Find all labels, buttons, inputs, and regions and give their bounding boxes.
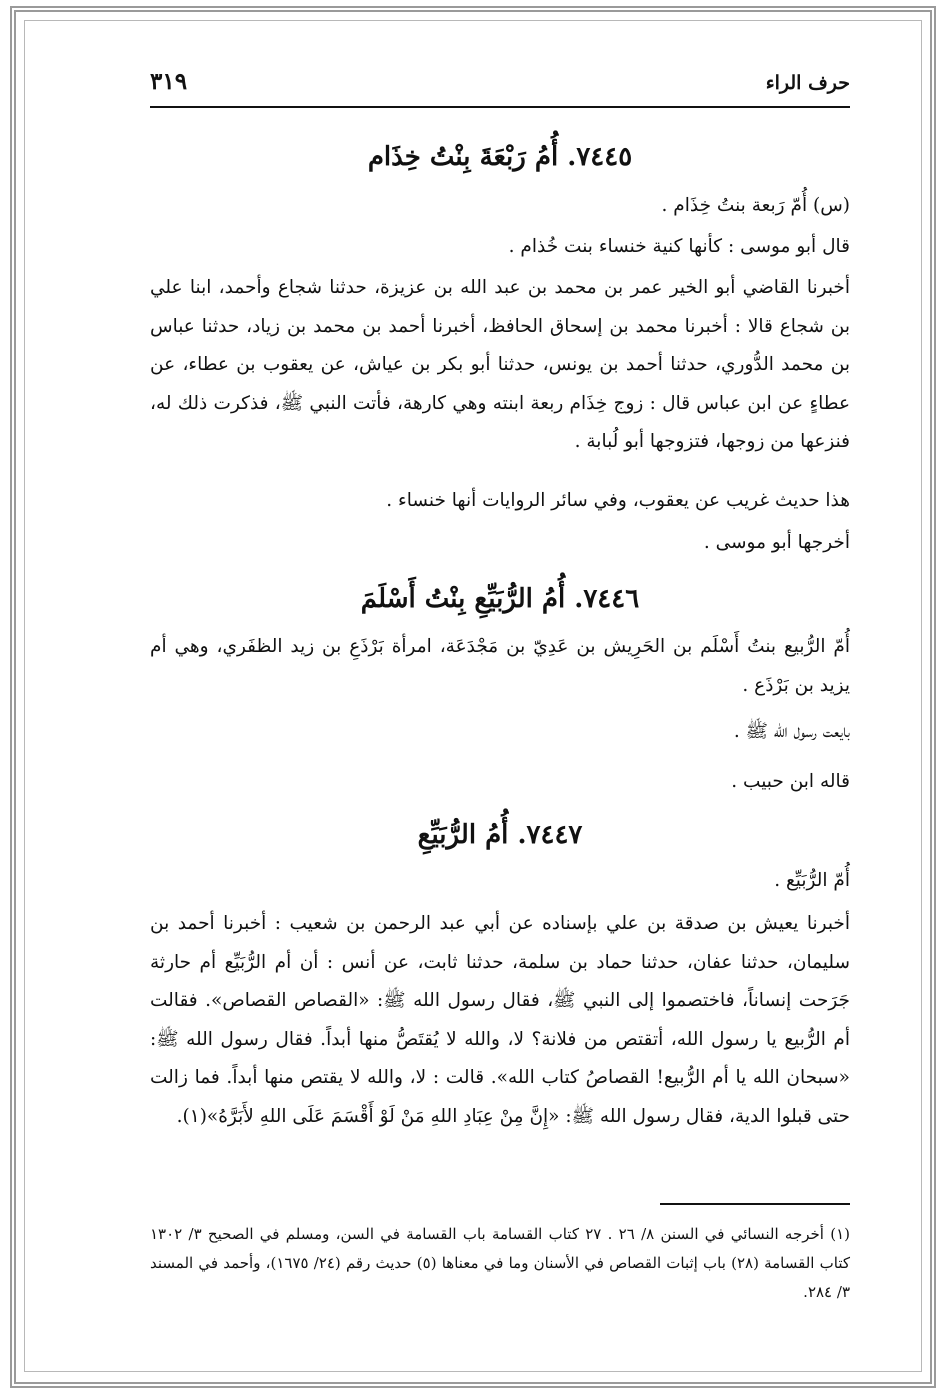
entry-line: أُمّ الرُّبَيِّع . (774, 870, 850, 891)
page-number: ٣١٩ (150, 68, 188, 95)
entry-line: قاله ابن حبيب . (731, 771, 850, 792)
entry-line: هذا حديث غريب عن يعقوب، وفي سائر الروايات أنها خنساء . (386, 490, 850, 511)
entry-line: (س) أُمّ رَبعة بنتُ خِذَام . (661, 195, 850, 216)
entry-line: أخرجها أبو موسى . (703, 532, 850, 553)
entry-title-7447: ٧٤٤٧. أُمُ الرُّبَيِّعِ (417, 820, 583, 850)
page-header (150, 68, 850, 108)
entry-paragraph: أخبرنا القاضي أبو الخير عمر بن محمد بن عبد الله بن عزيزة، حدثنا شجاع وأحمد، ابنا علي بن شجاع قالا : أخبرنا محمد بن إسحاق الحافظ، أخبرنا أحمد بن محمد بن زياد، حدثنا عباس بن محمد الدُّوري، حدثنا أحمد بن يونس، حدثنا أبو بكر بن عياش، عن يعقوب بن عطاء، عن عطاءٍ عن ابن عباس قال : زوج خِذَام ربعة ابنته وهي كارهة، فأتت النبي ﷺ، فذكرت ذلك له، فنزعها من زوجها، فتزوجها أبو لُبابة . (150, 277, 850, 453)
footnote: (١) أخرجه النسائي في السنن ٨/ ٢٦ . ٢٧ كتاب القسامة باب القسامة في السن، ومسلم في الصحيح ٣/ ١٣٠٢ كتاب القسامة (٢٨) باب إثبات القصاص في الأسنان وما في معناها (٥) حديث رقم (٢٤/ ١٦٧٥)، وأحمد في المسند ٣/ ٢٨٤. (150, 1225, 850, 1301)
entry-line: قال أبو موسى : كأنها كنية خنساء بنت خُذام . (508, 236, 850, 257)
entry-paragraph: أخبرنا يعيش بن صدقة بن علي بإسناده عن أبي عبد الرحمن بن شعيب : أخبرنا أحمد بن سليمان، حدثنا عفان، حدثنا حماد بن سلمة، حدثنا ثابت، عن أنس : أن أم الرُّبَيِّع أم حارثة جَرَحت إنساناً، فاختصموا إلى النبي ﷺ، فقال رسول الله ﷺ: «القصاص القصاص». فقالت أم الرُّبيع يا رسول الله، أتقتص من فلانة؟ لا، والله لا يُقتَصُّ منها أبداً. فقال رسول الله ﷺ: «سبحان الله يا أم الرُّبيع! القصاصُ كتاب الله». قالت : لا، والله لا يقتص منها أبداً. فما زالت حتى قبلوا الدية، فقال رسول الله ﷺ: «إِنَّ مِنْ عِبَادِ اللهِ مَنْ لَوْ أَقْسَمَ عَلَى اللهِ لأَبَرَّهُ»(١). (150, 913, 850, 1127)
footnote-separator (660, 1203, 850, 1205)
entry-title-7445: ٧٤٤٥. أُمُ رَبْعَةَ بِنْتُ خِذَام (367, 142, 633, 172)
book-page (150, 62, 850, 1332)
entry-paragraph: أُمّ الرُّبيع بنتُ أَسْلَم بن الحَرِيش بن عَدِيّ بن مَجْدَعَة، امرأة بَرْذَعِ بن زيد الظفَري، وهي أم يزيد بن بَرْذَع . (150, 636, 850, 696)
entry-title-7446: ٧٤٤٦. أُمُ الرُّبَيِّعِ بِنْتُ أَسْلَمَ (360, 584, 640, 614)
entry-line: بايعت رسول الله ﷺ . (733, 721, 850, 742)
running-title: حرف الراء (765, 72, 850, 94)
